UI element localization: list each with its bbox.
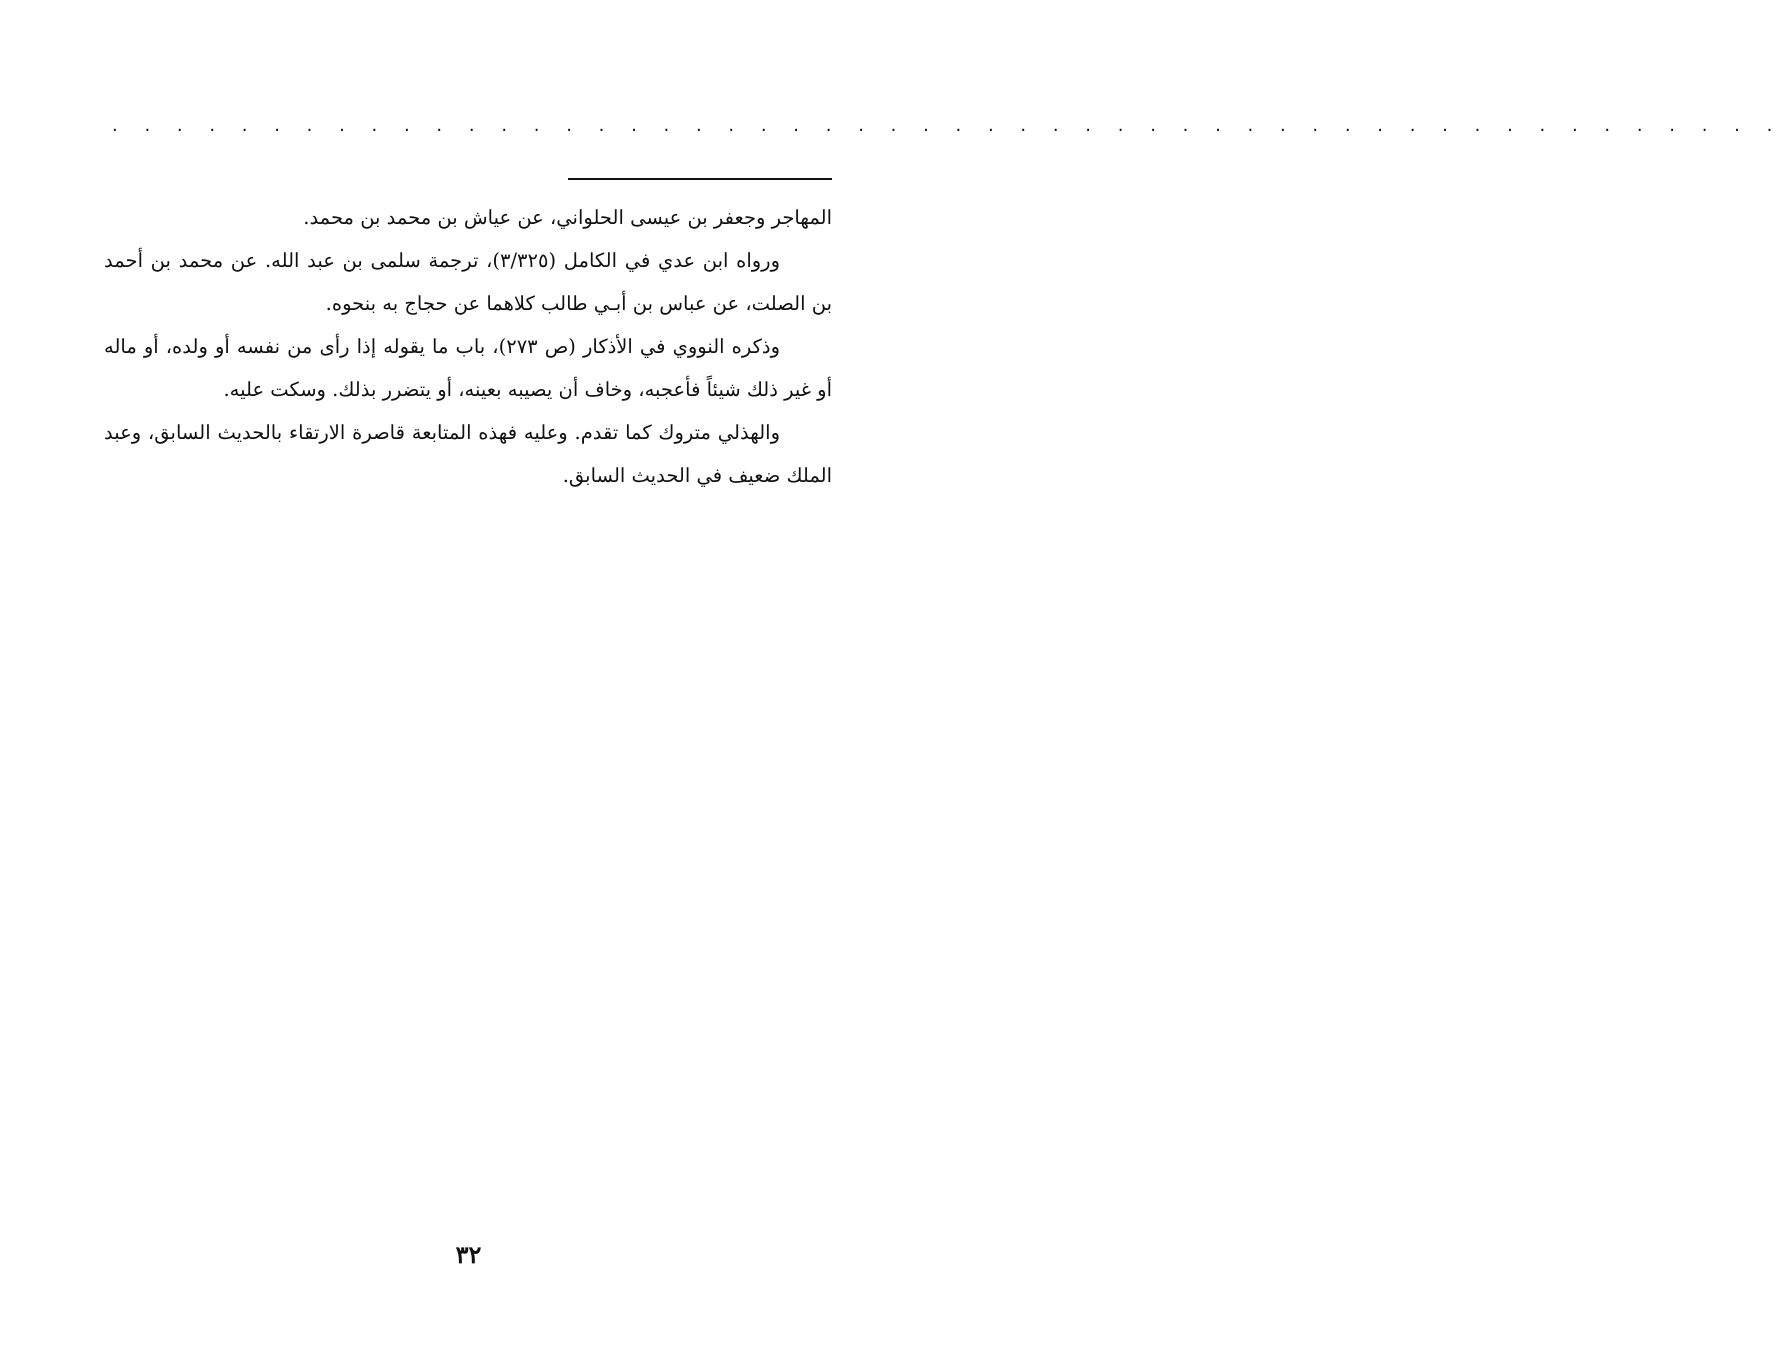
page-number: ٣٢ [455, 1240, 482, 1269]
footnote-paragraph-1: المهاجر وجعفر بن عيسى الحلواني، عن عياش بن محمد بن محمد. [303, 206, 832, 229]
footnote-paragraph-2: ورواه ابن عدي في الكامل (٣/٣٢٥)، ترجمة سلمى بن عبد الله. عن محمد بن أحمد بن الصلت، عن عباس بن أبـي طالب كلاهما عن حجاج به بنحوه. [104, 249, 832, 315]
footnote-paragraph-4: والهذلي متروك كما تقدم. وعليه فهذه المتابعة قاصرة الارتقاء بالحديث السابق، وعبد الملك ضعيف في الحديث السابق. [104, 421, 832, 487]
footnote-rule [568, 178, 832, 180]
dotted-separator: . . . . . . . . . . . . . . . . . . . . . . . . . . . . . . . . . . . . . . . . . . . . . . . . . . . . [112, 115, 1783, 136]
footnotes-block [104, 196, 832, 497]
footnote-paragraph-3: وذكره النووي في الأذكار (ص ٢٧٣)، باب ما يقوله إذا رأى من نفسه أو ولده، أو ماله أو غير ذلك شيئاً فأعجبه، وخاف أن يصيبه بعينه، أو يتضرر بذلك. وسكت عليه. [104, 335, 832, 401]
